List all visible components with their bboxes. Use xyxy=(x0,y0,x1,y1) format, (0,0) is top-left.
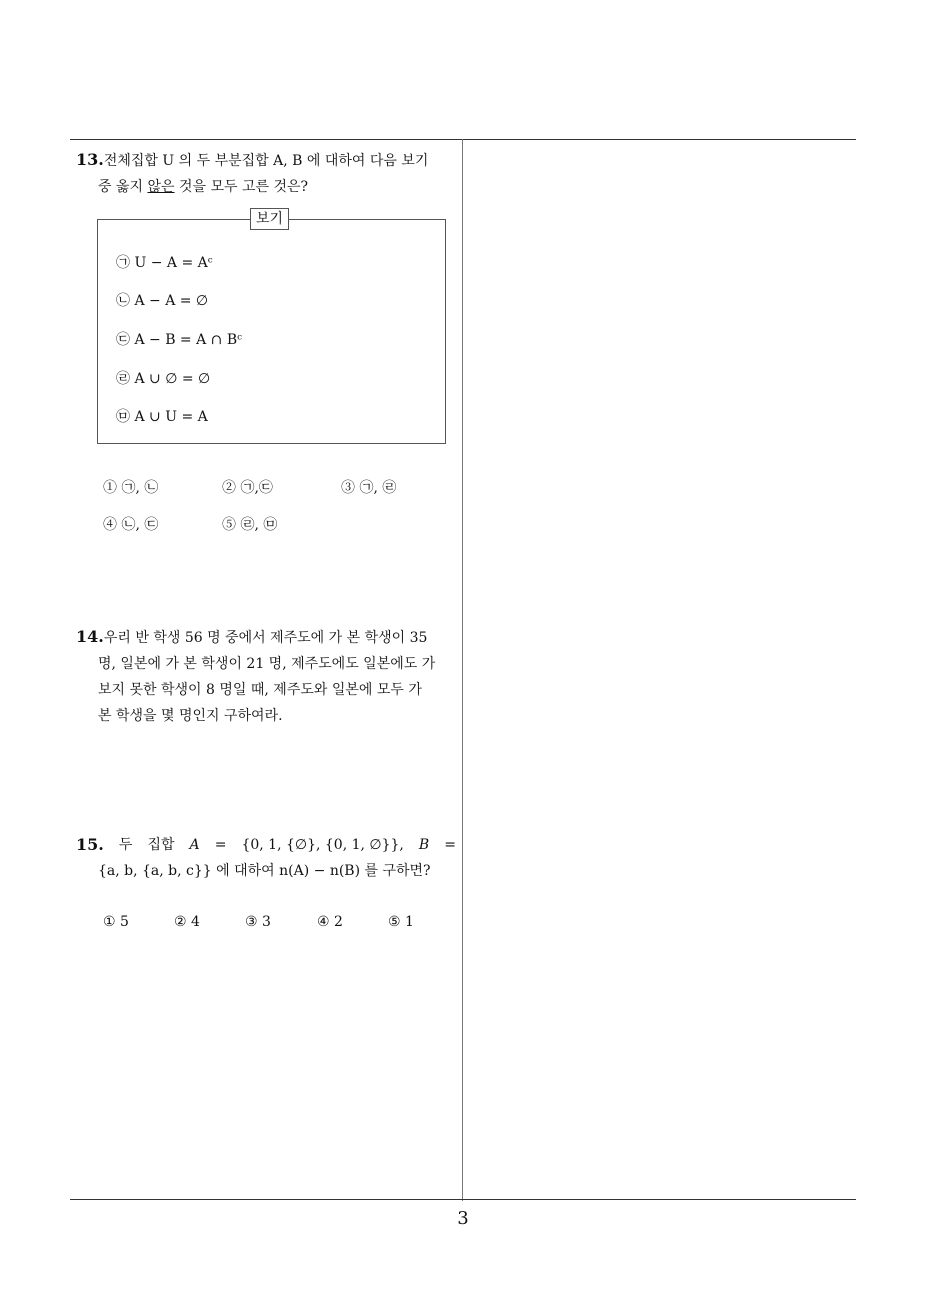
q15-choice-1[interactable]: ① 5 xyxy=(103,914,129,930)
q13-line2 xyxy=(76,174,456,200)
bogi-item-1: ㉠ U − A = Aᶜ xyxy=(116,255,213,271)
bogi-item-5: ㉤ A ∪ U = A xyxy=(116,409,208,425)
q14-line4: 본 학생을 몇 명인지 구하여라. xyxy=(98,708,283,724)
question-15 xyxy=(76,832,456,884)
bogi-item-2: ㉡ A − A = ∅ xyxy=(116,293,209,309)
bottom-rule xyxy=(70,1199,856,1200)
q15-word-1: 두 xyxy=(118,837,133,853)
q13-line2-post: 것을 모두 고른 것은? xyxy=(174,179,309,195)
top-rule xyxy=(70,139,856,140)
column-divider xyxy=(462,139,463,1201)
q14-line1 xyxy=(76,624,456,651)
q15-equals-2: = xyxy=(444,837,456,853)
q15-var-B: B xyxy=(418,837,430,853)
q15-equals-1: = xyxy=(214,837,227,853)
q15-var-A: A xyxy=(189,837,200,853)
q14-text-line1: 우리 반 학생 56 명 중에서 제주도에 가 본 학생이 35 xyxy=(103,630,428,646)
q15-choice-4[interactable]: ④ 2 xyxy=(317,914,343,930)
q13-choice-1[interactable]: ① ㉠, ㉡ xyxy=(103,480,159,496)
q14-line3: 보지 못한 학생이 8 명일 때, 제주도와 일본에 모두 가 xyxy=(98,682,422,698)
q13-choice-3[interactable]: ③ ㉠, ㉣ xyxy=(341,480,397,496)
q13-choice-2[interactable]: ② ㉠,㉢ xyxy=(222,480,273,496)
bogi-item-4: ㉣ A ∪ ∅ = ∅ xyxy=(116,371,211,387)
q13-line1 xyxy=(76,147,456,174)
q13-number: 13. xyxy=(76,150,104,169)
q13-choice-5[interactable]: ⑤ ㉣, ㉤ xyxy=(222,517,278,533)
q13-choice-4[interactable]: ④ ㉡, ㉢ xyxy=(103,517,159,533)
question-13 xyxy=(76,147,456,200)
q13-line2-pre: 중 옳지 xyxy=(98,179,148,195)
page-number: 3 xyxy=(457,1208,469,1229)
q15-number: 15. xyxy=(76,835,104,854)
q14-line2: 명, 일본에 가 본 학생이 21 명, 제주도에도 일본에도 가 xyxy=(98,656,436,672)
q13-underlined-word: 않은 xyxy=(147,179,175,195)
q15-choice-2[interactable]: ② 4 xyxy=(174,914,200,930)
q15-line1 xyxy=(76,832,456,858)
q15-word-2: 집합 xyxy=(147,837,175,853)
bogi-item-3: ㉢ A − B = A ∩ Bᶜ xyxy=(116,332,242,348)
q15-set-A: {0, 1, {∅}, {0, 1, ∅}}, xyxy=(241,837,404,853)
q15-line2: {a, b, {a, b, c}} 에 대하여 n(A) − n(B) 를 구하면? xyxy=(98,863,431,879)
q14-number: 14. xyxy=(76,627,104,646)
q15-choice-5[interactable]: ⑤ 1 xyxy=(388,914,414,930)
bogi-label: 보기 xyxy=(250,208,289,230)
question-14 xyxy=(76,624,456,729)
q13-text-line1: 전체집합 U 의 두 부분집합 A, B 에 대하여 다음 보기 xyxy=(103,153,429,169)
q15-choice-3[interactable]: ③ 3 xyxy=(245,914,271,930)
